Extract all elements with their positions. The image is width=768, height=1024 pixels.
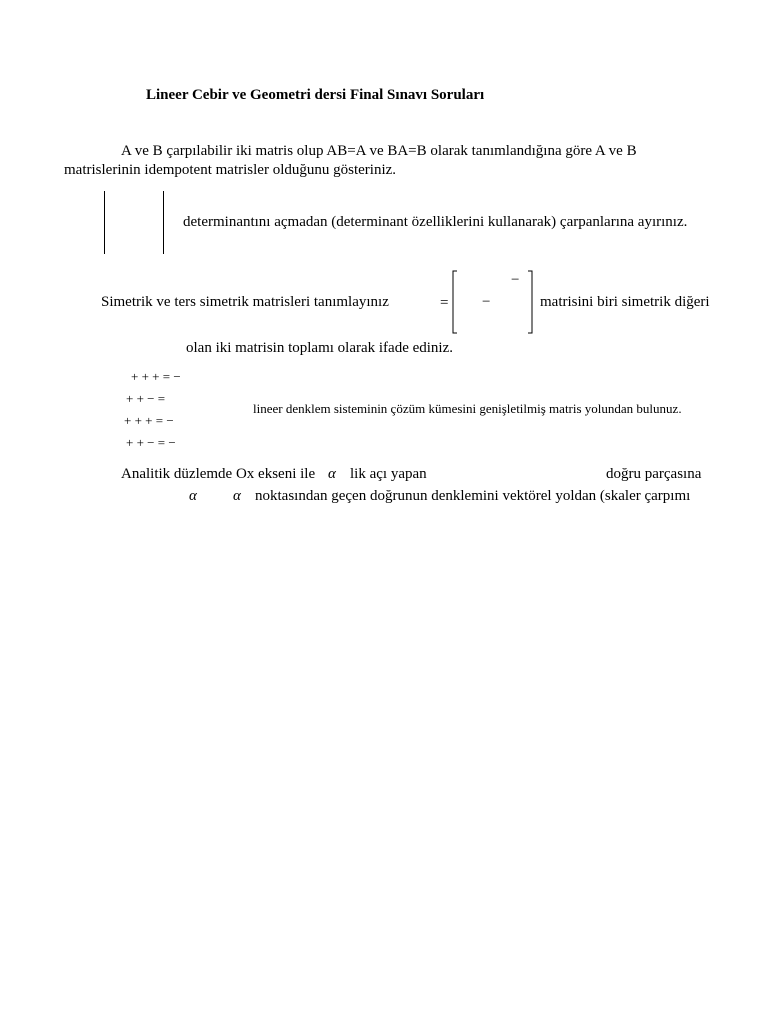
question-1-line-1: A ve B çarpılabilir iki matris olup AB=A ve BA=B olarak tanımlandığına göre A ve B [121, 143, 637, 159]
alpha-symbol-1: α [328, 466, 336, 482]
question-1-line-2: matrislerinin idempotent matrisler olduğunu gösteriniz. [64, 162, 397, 178]
question-4-text: lineer denklem sisteminin çözüm kümesini genişletilmiş matris yolundan bulunuz. [253, 401, 682, 416]
determinant-right-bar [163, 191, 164, 254]
alpha-symbol-3: α [233, 488, 241, 504]
equation-row-2: + + − = [126, 391, 166, 406]
determinant-left-bar [104, 191, 105, 254]
question-5-line-2: noktasından geçen doğrunun denklemini vektörel yoldan (skaler çarpımı [255, 488, 691, 504]
question-3-line-2: olan iki matrisin toplamı olarak ifade ediniz. [186, 340, 454, 356]
question-5-line-1-b: lik açı yapan [350, 466, 427, 482]
question-5-line-1-a: Analitik düzlemde Ox ekseni ile [121, 466, 316, 482]
matrix-minus-middle: − [482, 294, 491, 310]
equation-row-4: + + − = − [126, 435, 176, 450]
question-3-right-text: matrisini biri simetrik diğeri [540, 294, 710, 310]
question-3-left-text: Simetrik ve ters simetrik matrisleri tanımlayınız [101, 294, 389, 310]
question-2-text: determinantını açmadan (determinant özelliklerini kullanarak) çarpanlarına ayırınız. [183, 214, 688, 230]
matrix-left-bracket [450, 270, 460, 334]
page-title: Lineer Cebir ve Geometri dersi Final Sınavı Soruları [146, 87, 485, 103]
alpha-symbol-2: α [189, 488, 197, 504]
equation-row-1: + + + = − [131, 369, 181, 384]
question-5-line-1-c: doğru parçasına [606, 466, 702, 482]
matrix-right-bracket [526, 270, 536, 334]
equation-row-3: + + + = − [124, 413, 174, 428]
matrix-equals-sign: = [440, 295, 449, 311]
matrix-minus-top: − [511, 272, 520, 288]
